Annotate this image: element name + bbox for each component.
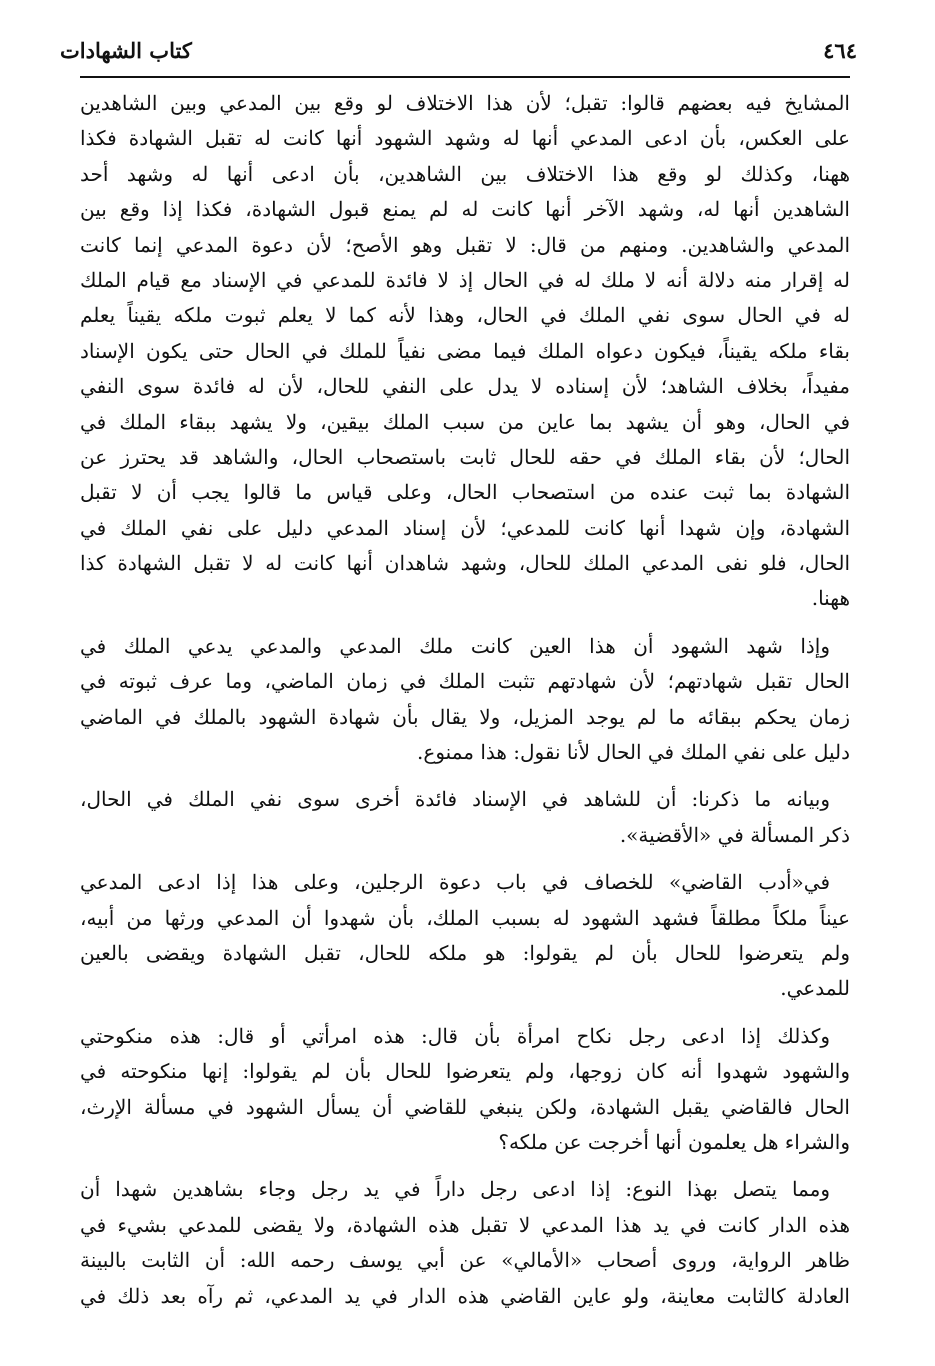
text-line: الشهادة، وإن شهدا أنها كانت للمدعي؛ لأن إسناد المدعي دليل على نفي الملك في: [80, 515, 850, 540]
text-line: وإذا شهد الشهود أن هذا العين كانت ملك المدعي والمدعي يدعي الملك في: [80, 633, 830, 658]
text-line: ومما يتصل بهذا النوع: إذا ادعى رجل داراً في يد رجل وجاء بشاهدين شهدا أن: [80, 1177, 830, 1202]
text-line: المشايخ فيه بعضهم قالوا: تقبل؛ لأن هذا الاختلاف لو وقع بين المدعي وبين الشاهدين: [80, 91, 850, 115]
text-line: عيناً ملكاً مطلقاً فشهد الشهود له بسبب الملك، بأن شهدوا أن المدعي ورثها من أبيه،: [80, 905, 850, 930]
paragraph: [80, 1019, 850, 1161]
text-line: المدعي والشاهدين. ومنهم من قال: لا تقبل وهو الأصح؛ لأن دعوة المدعي إنما كانت: [80, 232, 850, 257]
text-line: الشاهدين أنها له، وشهد الآخر أنها كانت له لم يمنع قبول الشهادة، فكذا إذا وقع بين: [80, 197, 850, 222]
text-line: على العكس، بأن ادعى المدعي أنها له وشهد الشهود أنها كانت له تقبل الشهادة فكذا: [80, 126, 850, 151]
text-line: له إقرار منه دلالة أنه لا ملك له في الحال إذ لا فائدة للمدعي في الإسناد مع قيام الملك: [80, 267, 850, 292]
text-line: للمدعي.: [780, 976, 850, 1001]
page-header: [60, 30, 857, 70]
chapter-title: كتاب الشهادات: [60, 37, 192, 63]
text-line: الحال فالقاضي يقبل الشهادة، ولكن ينبغي للقاضي أن يسأل الشهود في مسألة الإرث،: [80, 1094, 850, 1119]
text-line: بقاء ملكه يقيناً، فيكون دعواه الملك فيما مضى نفياً للملك في الحال حتى يكون الإسناد: [80, 338, 850, 363]
paragraph: [80, 1172, 850, 1314]
paragraph: [80, 782, 850, 853]
paragraph: [80, 86, 850, 617]
text-line: دليل على نفي الملك في الحال لأنا نقول: هذا ممنوع.: [417, 740, 850, 765]
text-line: مفيداً، بخلاف الشاهد؛ لأن إسناده لا يدل على النفي للحال، لأن له فائدة سوى النفي: [80, 374, 850, 399]
header-rule: [80, 76, 850, 78]
text-line: له في الحال سوى نفي الملك في الحال، وهذا لأنه كما لا يعلم ثبوت ملكه يقيناً يعلم: [80, 303, 850, 328]
text-line: زمان يحكم ببقائه ما لم يوجد المزيل، ولا يقال بأن شهادة الشهود بالملك في الماضي: [80, 704, 850, 729]
text-line: ظاهر الرواية، وروى أصحاب «الأمالي» عن أبي يوسف رحمه الله: أن الثابت بالبينة: [80, 1248, 850, 1273]
text-line: في«أدب القاضي» للخصاف في باب دعوة الرجلين، وعلى هذا إذا ادعى المدعي: [80, 870, 830, 895]
text-line: والشهود شهدوا أنه كان زوجها، ولم يتعرضوا للحال بأن لم يقولوا: إنها منكوحته في: [80, 1059, 850, 1084]
paragraph: [80, 629, 850, 771]
paragraph: [80, 865, 850, 1007]
text-line: ولم يتعرضوا للحال بأن لم يقولوا: هو ملكه للحال، تقبل الشهادة ويقضى بالعين: [80, 940, 850, 965]
text-line: الحال؛ لأن بقاء الملك في حقه للحال ثابت باستصحاب الحال، والشاهد قد يحترز عن: [80, 444, 850, 469]
text-line: في الحال، وهو أن يشهد بما عاين من سبب الملك بيقين، ولا يشهد ببقاء الملك في: [80, 409, 850, 434]
text-line: ههنا.: [811, 586, 850, 611]
text-line: ذكر المسألة في «الأقضية».: [619, 822, 850, 847]
text-line: الشهادة بما ثبت عنده من استصحاب الحال، وعلى قياس ما قالوا يجب أن لا تقبل: [80, 480, 851, 505]
text-line: هذه الدار كانت في يد هذا المدعي لا تقبل هذه الشهادة، ولا يقضى للمدعي بشيء في: [80, 1212, 850, 1237]
text-line: وكذلك إذا ادعى رجل نكاح امرأة بأن قال: هذه امرأتي أو قال: هذه منكوحتي: [80, 1023, 830, 1048]
text-line: والشراء هل يعلمون أنها أخرجت عن ملكه؟: [498, 1129, 850, 1154]
page-number: ٤٦٤: [823, 37, 857, 63]
text-line: ههنا، وكذلك لو وقع هذا الاختلاف بين الشاهدين، بأن ادعى أنها له وشهد أحد: [80, 161, 850, 186]
page-body: [80, 86, 850, 1326]
text-line: الحال، فلو نفى المدعي الملك للحال، وشهد شاهدان أنها كانت له لا تقبل الشهادة كذا: [80, 551, 850, 576]
text-line: العادلة كالثابت معاينة، ولو عاين القاضي هذه الدار في يد المدعي، ثم رآه بعد ذلك في: [80, 1283, 850, 1308]
text-line: الحال تقبل شهادتهم؛ لأن شهادتهم تثبت الملك في زمان الماضي، وما عرف ثبوته في: [80, 669, 850, 694]
text-line: وبيانه ما ذكرنا: أن للشاهد في الإسناد فائدة أخرى سوى نفي الملك في الحال،: [80, 787, 830, 812]
